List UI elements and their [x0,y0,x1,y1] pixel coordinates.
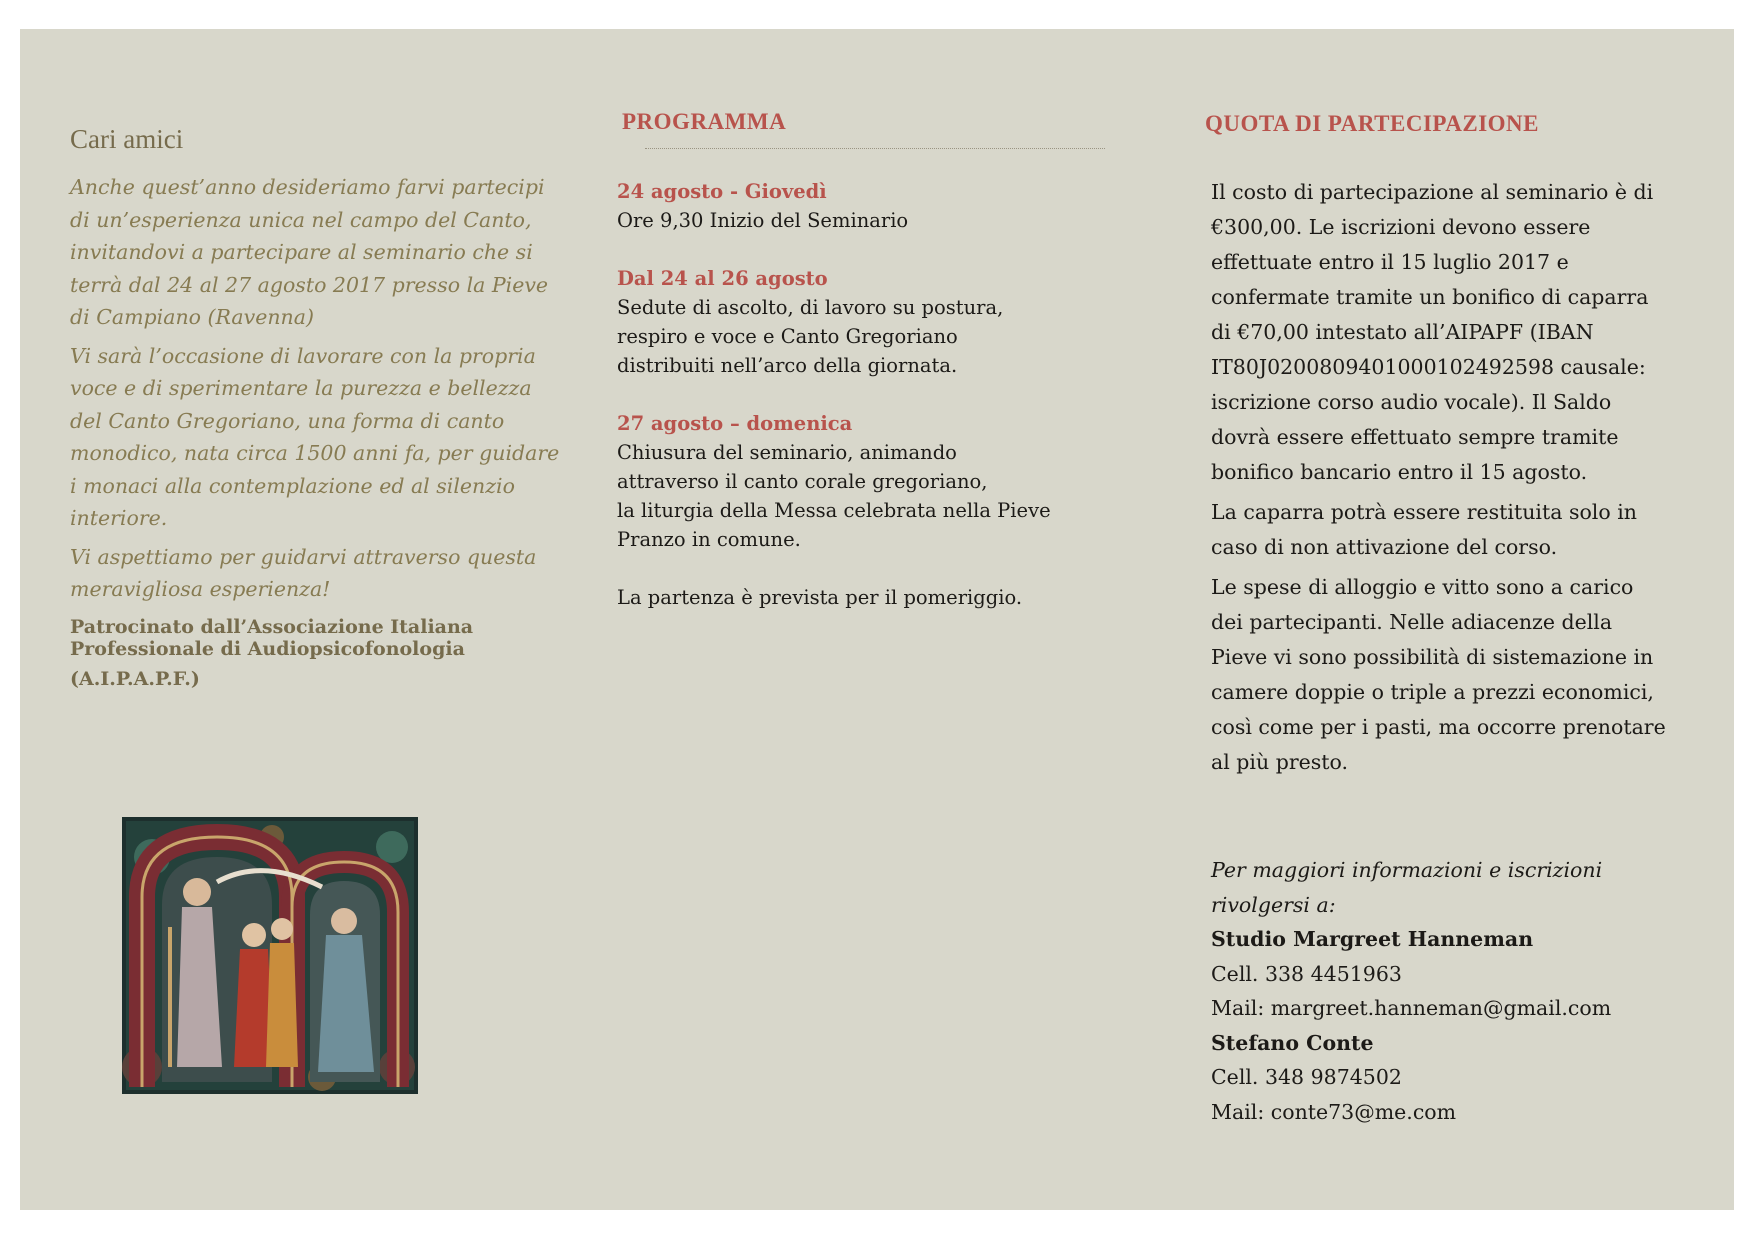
patronage-acronym: (A.I.P.A.P.F.) [70,668,200,690]
contact-email: Mail: conte73@me.com [1211,1099,1457,1124]
programma-entry [617,177,1137,235]
programma-entry-line: Pranzo in comune. [617,528,801,551]
programma-entry-line: Chiusura del seminario, animando [617,441,957,464]
intro-paragraph: Vi sarà l’occasione di lavorare con la propria voce e di sperimentare la purezza e bellezza del Canto Gregoriano, una forma di canto monodico, nata circa 1500 anni fa, per guidare i monaci alla contemplazione ed al silenzio interiore. [70,343,560,530]
intro-text [70,171,565,612]
contact-phone: Cell. 338 4451963 [1211,961,1402,986]
illuminated-initial-image [122,817,418,1094]
programma-entry [617,409,1137,554]
programma-entry-line: Sedute di ascolto, di lavoro su postura, [617,296,1004,319]
contact-lead: Per maggiori informazioni e iscrizioni rivolgersi a: [1211,858,1603,917]
programma-entry [617,264,1137,380]
quota-paragraph: La caparra potrà essere restituita solo in caso di non attivazione del corso. [1211,500,1637,559]
intro-paragraph: Anche quest’anno desideriamo farvi partecipi di un’esperienza unica nel campo del Canto, invitandovi a partecipare al seminario che si terrà dal 24 al 27 agosto 2017 presso la Pieve di Campiano (Ravenna) [70,175,549,329]
programma-entry-title: Dal 24 al 26 agosto [617,267,828,290]
programma-entry-line: la liturgia della Messa celebrata nella Pieve [617,499,1051,522]
programma-entry-line: Ore 9,30 Inizio del Seminario [617,209,909,232]
quota-paragraph: Le spese di alloggio e vitto sono a carico dei partecipanti. Nelle adiacenze della Pieve vi sono possibilità di sistemazione in camere doppie o triple a prezzi economici, così come per i pasti, ma occorre prenotare al più presto. [1211,575,1666,774]
patronage-line: Professionale di Audiopsicofonologia [70,638,465,660]
quota-paragraph: Il costo di partecipazione al seminario è di €300,00. Le iscrizioni devono essere effettuate entro il 15 luglio 2017 e confermate tramite un bonifico di caparra di €70,00 intestato all’AIPAPF (IBAN IT80J0200809401000102492598 causale: iscrizione corso audio vocale). Il Saldo dovrà essere effettuato sempre tramite bonifico bancario entro il 15 agosto. [1211,180,1654,484]
programma-list [617,177,1137,612]
quota-text [1211,175,1671,785]
contact-info [1211,853,1671,1129]
contact-name: Stefano Conte [1211,1030,1374,1055]
departure-note: La partenza è prevista per il pomeriggio. [617,586,1023,609]
intro-paragraph: Vi aspettiamo per guidarvi attraverso questa meravigliosa esperienza! [70,544,537,601]
greeting-heading: Cari amici [70,124,184,154]
quota-heading: QUOTA DI PARTECIPAZIONE [1205,111,1540,136]
brochure-page [20,29,1734,1210]
contact-email: Mail: margreet.hanneman@gmail.com [1211,996,1612,1020]
patronage-line: Patrocinato dall’Associazione Italiana [70,616,474,638]
programma-entry-title: 27 agosto – domenica [617,412,853,435]
patronage-block [70,616,490,690]
programma-entry-line: attraverso il canto corale gregoriano, [617,470,988,493]
programma-divider [645,148,1105,149]
programma-heading: PROGRAMMA [622,109,787,134]
programma-entry-line: distribuiti nell’arco della giornata. [617,354,958,377]
contact-phone: Cell. 348 9874502 [1211,1065,1402,1089]
programma-entry-title: 24 agosto - Giovedì [617,180,827,203]
programma-entry-line: respiro e voce e Canto Gregoriano [617,325,958,348]
contact-name: Studio Margreet Hanneman [1211,927,1534,951]
